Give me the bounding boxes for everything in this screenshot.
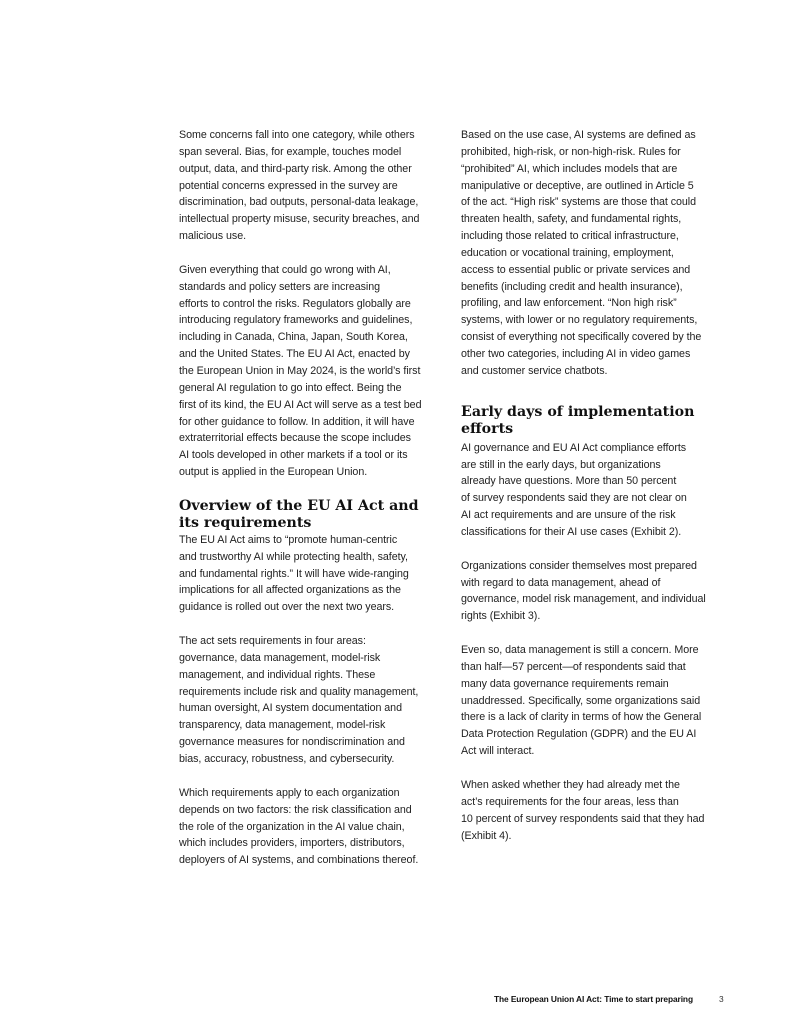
body-paragraph: When asked whether they had already met the act’s requirements for the four areas, less than 10 percent of survey respondents said that they had (Exhibit 4). [461, 779, 705, 842]
body-paragraph: AI governance and EU AI Act compliance efforts are still in the early days, but organizations already have questions. More than 50 percent of survey respondents said they are not clear on AI act requirements and are unsure of the risk classifications for their AI use cases (Exhibit 2). [461, 441, 687, 538]
right-column [461, 127, 726, 861]
left-column [179, 127, 441, 886]
section-heading-early-days: Early days of implementation efforts [461, 403, 695, 437]
body-paragraph: The EU AI Act aims to “promote human-centric and trustworthy AI while protecting health, safety, and fundamental rights.” It will have wide-ranging implications for all affected organizations as the guidance is rolled out over the next two years. [179, 533, 409, 614]
body-paragraph: Even so, data management is still a concern. More than half—57 percent—of respondents said that many data governance requirements remain unaddressed. Specifically, some organizations said there is a lack of clarity in terms of how the General Data Protection Regulation (GDPR) and the EU AI Act will interact. [461, 644, 702, 758]
body-paragraph: The act sets requirements in four areas: governance, data management, model-risk management, and individual rights. These requirements include risk and quality management, human oversight, AI system documentation and transparency, data management, model-risk governance measures for nondiscrimination and bias, accuracy, robustness, and cybersecurity. [179, 635, 419, 765]
body-paragraph: Based on the use case, AI systems are defined as prohibited, high-risk, or non-high-risk. Rules for “prohibited” AI, which includes models that are manipulative or deceptive, are outlined in Article 5 of the act. “High risk” systems are those that could threaten health, safety, and fundamental rights, including those related to critical infrastructure, education or vocational training, employment, access to essential public or private services and benefits (including credit and health insurance), profiling, and law enforcement. “Non high risk” systems, with lower or no regulatory requirements, consist of everything not specifically covered by the other two categories, including AI in video games and customer service chatbots. [461, 129, 702, 377]
body-paragraph: Organizations consider themselves most prepared with regard to data management, ahead of governance, model risk management, and individual rights (Exhibit 3). [461, 559, 706, 623]
body-paragraph: Some concerns fall into one category, while others span several. Bias, for example, touches model output, data, and third-party risk. Among the other potential concerns expressed in the survey are discrimination, bad outputs, personal-data leakage, intellectual property misuse, security breaches, and malicious use. [179, 129, 420, 243]
footer-title: The European Union AI Act: Time to start preparing [494, 994, 693, 1004]
body-paragraph: Given everything that could go wrong with AI, standards and policy setters are increasing efforts to control the risks. Regulators globally are introducing regulatory frameworks and guidelines, including in Canada, China, Japan, South Korea, and the United States. The EU AI Act, enacted by the European Union in May 2024, is the world’s first general AI regulation to go into effect. Being the first of its kind, the EU AI Act will serve as a test bed for other guidance to follow. In addition, it will have extraterritorial effects because the scope includes AI tools developed in other markets if a tool or its output is applied in the European Union. [179, 263, 422, 479]
body-paragraph: Which requirements apply to each organization depends on two factors: the risk classification and the role of the organization in the AI value chain, which includes providers, importers, distributors, deployers of AI systems, and combinations thereof. [179, 786, 419, 867]
page-number: 3 [719, 994, 724, 1004]
section-heading-overview: Overview of the EU AI Act and its requirements [179, 497, 419, 531]
